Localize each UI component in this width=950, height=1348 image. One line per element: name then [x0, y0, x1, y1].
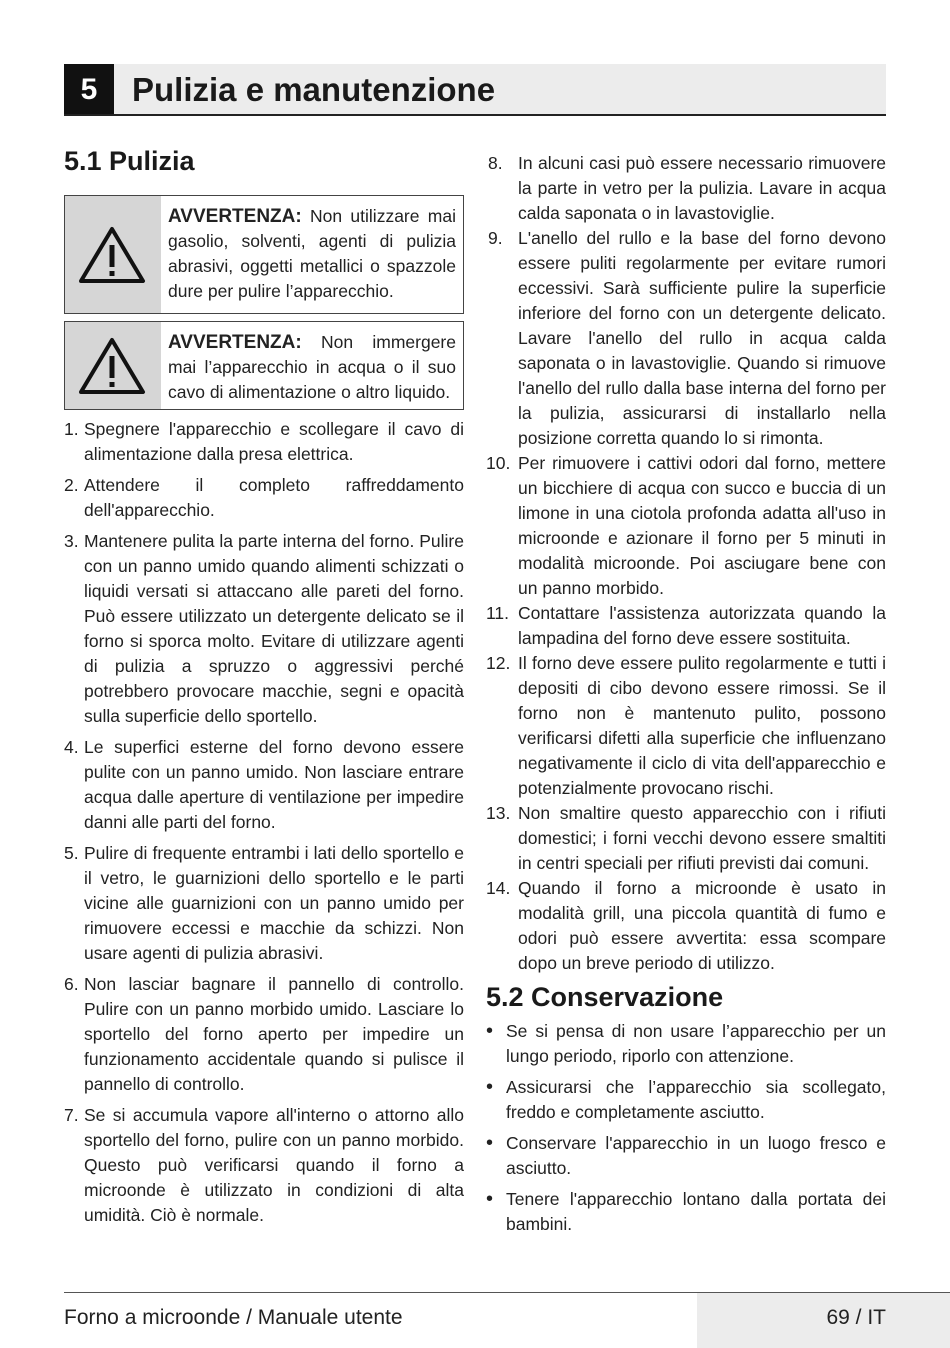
- item-number: 9.: [488, 228, 503, 248]
- item-text: In alcuni casi può essere necessario rimuovere la parte in vetro per la pulizia. Lavare in acqua calda saponata o in lavastoviglie.: [518, 153, 886, 223]
- list-item: [486, 876, 886, 976]
- bullet-item: [486, 1075, 886, 1125]
- bullet-icon: •: [486, 1188, 494, 1210]
- bullet-text: Se si pensa di non usare l’apparecchio per un lungo periodo, riporlo con attenzione.: [506, 1021, 886, 1066]
- bullet-icon: •: [486, 1076, 494, 1098]
- item-number: 10.: [486, 453, 511, 473]
- list-item: [486, 801, 886, 876]
- warning-icon-cell: [65, 322, 161, 409]
- warning-message: Non immergere mai l’apparecchio in acqua o il suo cavo di alimentazione o altro liquido.: [168, 332, 456, 402]
- item-text: Attendere il completo raffreddamento dell'apparecchio.: [84, 475, 464, 520]
- warning-text: [168, 322, 456, 411]
- warning-message: Non utilizzare mai gasolio, solventi, agenti di pulizia abrasivi, oggetti metallici o spazzole dure per pulire l’apparecchio.: [168, 206, 456, 301]
- item-text: Quando il forno a microonde è usato in modalità grill, una piccola quantità di fumo e odori può essere avvertita: essa scompare dopo un breve periodo di utilizzo.: [518, 878, 886, 973]
- item-number: 13.: [486, 803, 511, 823]
- section-heading-conservazione: 5.2 Conservazione: [486, 982, 724, 1012]
- bullet-text: Conservare l'apparecchio in un luogo fresco e asciutto.: [506, 1133, 886, 1178]
- item-number: 6.: [64, 974, 79, 994]
- cleaning-list: [64, 417, 464, 1228]
- item-text: Contattare l'assistenza autorizzata quando la lampadina del forno deve essere sostituita.: [518, 603, 886, 648]
- warning-triangle-icon: [77, 225, 147, 285]
- warning-box: [64, 195, 464, 314]
- list-item: [486, 151, 886, 226]
- warning-box: [64, 321, 464, 410]
- warning-label: AVVERTENZA:: [168, 332, 302, 353]
- chapter-header: [64, 64, 886, 116]
- storage-bullets: [486, 1019, 886, 1237]
- warning-icon-cell: [65, 196, 161, 313]
- list-item: [486, 226, 886, 451]
- item-text: Non smaltire questo apparecchio con i rifiuti domestici; i forni vecchi devono essere smaltiti in centri speciali per rifiuti previsti dai comuni.: [518, 803, 886, 873]
- item-text: L'anello del rullo e la base del forno devono essere puliti regolarmente per evitare rumori eccessivi. Sarà sufficiente pulire la superficie inferiore del forno con un detergente delicato. Lavare l'anello del rullo in acqua calda saponata o in lavastoviglie. Quando si rimuove l'anello del rullo dalla base interna del forno per la pulizia, assicurarsi di installarlo nella posizione corretta quando lo si rimonta.: [518, 228, 886, 448]
- list-item: [64, 972, 464, 1097]
- section-heading-pulizia: 5.1 Pulizia: [64, 146, 195, 176]
- item-text: Se si accumula vapore all'interno o attorno allo sportello del forno, pulire con un panno morbido. Questo può verificarsi quando il forno a microonde è utilizzato in condizioni di alta umidità. Ciò è normale.: [84, 1105, 464, 1225]
- bullet-text: Tenere l'apparecchio lontano dalla portata dei bambini.: [506, 1189, 886, 1234]
- item-text: Pulire di frequente entrambi i lati dello sportello e il vetro, le guarnizioni dello sportello e le parti vicine alle guarnizioni con un panno umido per rimuovere eccessi e macchie da schizzi. Non usare agenti di pulizia abrasivi.: [84, 843, 464, 963]
- item-number: 12.: [486, 653, 511, 673]
- chapter-number: 5: [64, 64, 114, 114]
- footer-page-number: 69 / IT: [826, 1306, 886, 1329]
- list-item: [64, 529, 464, 729]
- list-item: [64, 735, 464, 835]
- footer-document-title: Forno a microonde / Manuale utente: [64, 1306, 403, 1329]
- list-item: [486, 651, 886, 801]
- list-item: [64, 417, 464, 467]
- right-column: [486, 151, 886, 1237]
- list-item: [486, 601, 886, 651]
- item-text: Spegnere l'apparecchio e scollegare il cavo di alimentazione dalla presa elettrica.: [84, 419, 464, 464]
- item-number: 4.: [64, 737, 79, 757]
- item-number: 7.: [64, 1105, 79, 1125]
- item-number: 11.: [486, 603, 510, 623]
- item-text: Il forno deve essere pulito regolarmente e tutti i depositi di cibo devono essere rimossi. Se il forno non è mantenuto pulito, possono verificarsi difetti alla superficie che influenzano negativamente il ciclo di vita dell'apparecchio e potenzialmente provocano rischi.: [518, 653, 886, 798]
- bullet-icon: •: [486, 1132, 494, 1154]
- item-text: Per rimuovere i cattivi odori dal forno, mettere un bicchiere di acqua con succo e buccia di un limone in una ciotola profonda adatta all'uso in microonde e azionare il forno per 5 minuti in modalità microonde. Poi asciugare bene con un panno morbido.: [518, 453, 886, 598]
- chapter-title: Pulizia e manutenzione: [132, 71, 496, 108]
- item-number: 2.: [64, 475, 79, 495]
- item-text: Le superfici esterne del forno devono essere pulite con un panno umido. Non lasciare entrare acqua dalle aperture di ventilazione per impedire danni alle parti del forno.: [84, 737, 464, 832]
- bullet-item: [486, 1187, 886, 1237]
- list-item: [486, 451, 886, 601]
- list-item: [64, 473, 464, 523]
- bullet-icon: •: [486, 1020, 494, 1042]
- list-item: [64, 841, 464, 966]
- item-number: 3.: [64, 531, 79, 551]
- item-number: 5.: [64, 843, 79, 863]
- item-number: 1.: [64, 419, 79, 439]
- footer-page-box: [697, 1293, 950, 1348]
- item-number: 14.: [486, 878, 511, 898]
- item-number: 8.: [488, 153, 503, 173]
- item-text: Non lasciar bagnare il pannello di controllo. Pulire con un panno morbido umido. Lasciare lo sportello del forno aperto per impedire un funzionamento accidentale quando si pulisce il pannello di controllo.: [84, 974, 464, 1094]
- footer-divider: [64, 1292, 950, 1293]
- warning-triangle-icon: [77, 336, 147, 396]
- list-item: [64, 1103, 464, 1228]
- bullet-item: [486, 1131, 886, 1181]
- cleaning-list-continued: [486, 151, 886, 976]
- bullet-text: Assicurarsi che l’apparecchio sia scollegato, freddo e completamente asciutto.: [506, 1077, 886, 1122]
- warning-label: AVVERTENZA:: [168, 206, 302, 227]
- item-text: Mantenere pulita la parte interna del forno. Pulire con un panno umido quando alimenti schizzati o liquidi versati si attaccano alle pareti del forno. Può essere utilizzato un detergente delicato se il forno si sporca molto. Evitare di utilizzare agenti di pulizia a spruzzo o aggressivi perché potrebbero provocare macchie, segni e opacità sulla superficie dello sportello.: [84, 531, 464, 726]
- left-column: [64, 417, 464, 1228]
- bullet-item: [486, 1019, 886, 1069]
- warning-text: [168, 196, 456, 310]
